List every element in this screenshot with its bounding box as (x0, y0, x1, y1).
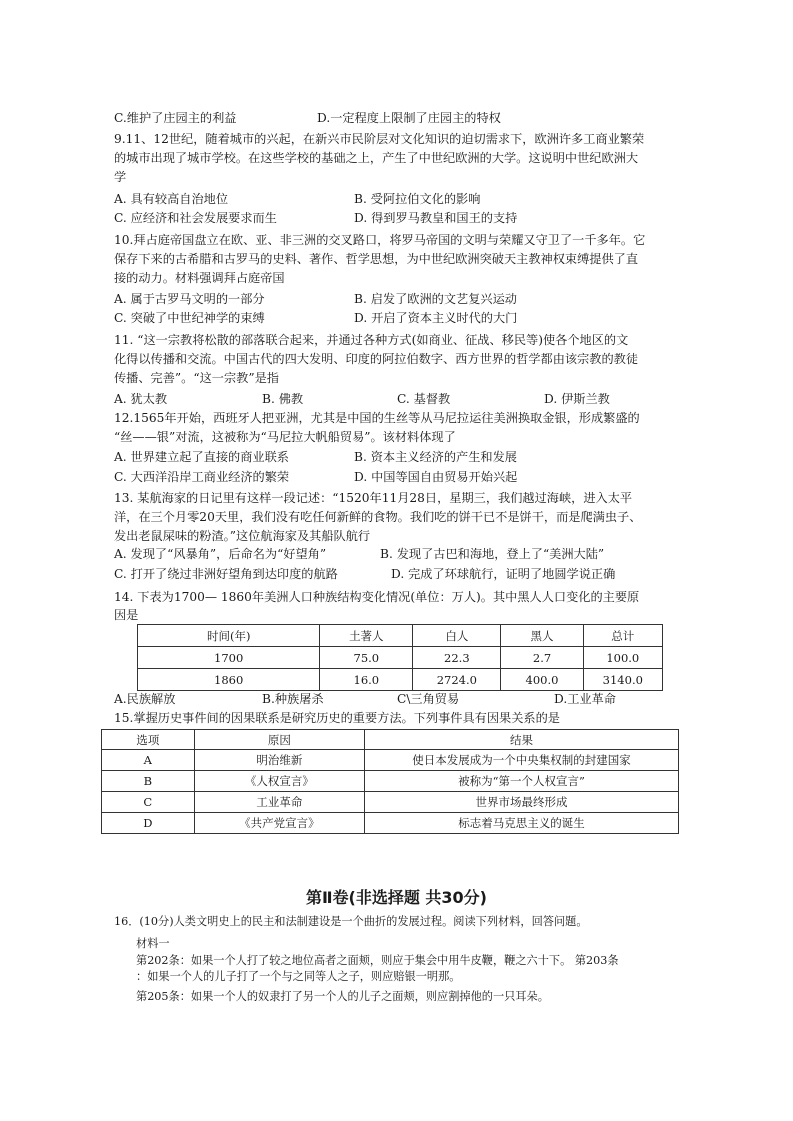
q15-stem: 15.掌握历史事件间的因果联系是研究历史的重要方法。下列事件具有因果关系的是 (114, 711, 560, 725)
table-cell: 世界市场最终形成 (365, 792, 679, 813)
q13-option-a: A. 发现了“风暴角”，后命名为“好望角” (114, 547, 327, 561)
q14-header-native: 土著人 (320, 625, 413, 647)
q11-stem-line1: 11. “这一宗教将松散的部落联合起来，并通过各种方式(如商业、征战、移民等)使各个地区的文 (114, 333, 629, 347)
table-cell: B (102, 771, 195, 792)
table-cell: 22.3 (413, 647, 501, 669)
table-row (102, 771, 679, 792)
table-cell: 400.0 (501, 669, 583, 691)
q10-option-c: C. 突破了中世纪神学的束缚 (114, 311, 265, 325)
q10-option-a: A. 属于古罗马文明的一部分 (114, 292, 265, 306)
q14-option-a: A.民族解放 (114, 692, 176, 706)
table-cell: 2724.0 (413, 669, 501, 691)
table-cell: 1700 (138, 647, 320, 669)
q11-stem-line3: 传播、完善”。“这一宗教”是指 (114, 371, 279, 385)
section-2-title: 第Ⅱ卷(非选择题 共30分) (305, 888, 487, 907)
q14-header-white: 白人 (413, 625, 501, 647)
q14-option-d: D.工业革命 (554, 692, 616, 706)
q14-option-b: B.种族屠杀 (262, 692, 324, 706)
q11-option-c: C. 基督教 (397, 392, 451, 406)
q14-header-year: 时间(年) (138, 625, 320, 647)
table-row (102, 813, 679, 834)
q13-stem-line3: 发出老鼠屎味的粉渣。”这位航海家及其船队航行 (114, 529, 371, 543)
q9-stem-line1: 9.11、12世纪，随着城市的兴起，在新兴市民阶层对文化知识的迫切需求下，欧洲许多工商业繁荣 (114, 132, 645, 146)
q13-stem-line2: 洋，在三个月零20天里，我们没有吃任何新鲜的食物。我们吃的饼干已不是饼干，而是爬满虫子、 (114, 510, 642, 524)
q13-option-c: C. 打开了绕过非洲好望角到达印度的航路 (114, 567, 338, 581)
q9-stem-line3: 学 (114, 170, 127, 184)
table-row (138, 647, 663, 669)
q9-option-d: D. 得到罗马教皇和国王的支持 (354, 211, 518, 225)
q13-option-b: B. 发现了古巴和海地，登上了“美洲大陆” (380, 547, 605, 561)
table-cell: C (102, 792, 195, 813)
q12-stem-line2: “丝——银”对流，这被称为“马尼拉大帆船贸易”。该材料体现了 (114, 430, 456, 444)
q14-population-table (137, 624, 663, 691)
q10-option-b: B. 启发了欧洲的文艺复兴运动 (354, 292, 517, 306)
q12-option-a: A. 世界建立起了直接的商业联系 (114, 450, 289, 464)
q16-material-label: 材料一 (136, 937, 170, 950)
table-row (102, 792, 679, 813)
q11-stem-line2: 化得以传播和交流。中国古代的四大发明、印度的阿拉伯数字、西方世界的哲学都由该宗教的教徒 (114, 352, 639, 366)
q16-material-line1: 第202条：如果一个人打了较之地位高者之面颊，则应于集会中用牛皮鞭，鞭之六十下。 第203条 (136, 954, 619, 967)
table-cell: 工业革命 (194, 792, 364, 813)
q16-stem: 16．(10分)人类文明史上的民主和法制建设是一个曲折的发展过程。阅读下列材料，回答问题。 (114, 915, 588, 928)
table-cell: 使日本发展成为一个中央集权制的封建国家 (365, 750, 679, 771)
table-cell: 2.7 (501, 647, 583, 669)
table-cell: A (102, 750, 195, 771)
q13-stem-line1: 13. 某航海家的日记里有这样一段记述：“1520年11月28日，星期三，我们越过海峡，进入太平 (114, 491, 633, 505)
q10-stem-line1: 10.拜占庭帝国盘立在欧、亚、非三洲的交叉路口，将罗马帝国的文明与荣耀又守卫了一千多年。它 (114, 233, 646, 247)
q9-option-a: A. 具有较高自治地位 (114, 192, 229, 206)
q14-stem-line2: 因是 (114, 608, 139, 622)
table-cell: 100.0 (583, 647, 662, 669)
q16-material-line3: 第205条：如果一个人的奴隶打了另一个人的儿子之面颊，则应割掉他的一只耳朵。 (136, 990, 549, 1003)
table-cell: 被称为“第一个人权宣言” (365, 771, 679, 792)
q16-material-line2: ：如果一个人的儿子打了一个与之同等人之子，则应赔银一明那。 (136, 970, 461, 983)
q9-stem-line2: 的城市出现了城市学校。在这些学校的基础之上，产生了中世纪欧洲的大学。这说明中世纪欧洲大 (114, 151, 639, 165)
q11-option-b: B. 佛教 (262, 392, 304, 406)
q15-causality-table (101, 729, 679, 834)
table-cell: 16.0 (320, 669, 413, 691)
table-cell: 3140.0 (583, 669, 662, 691)
q15-header-result: 结果 (365, 730, 679, 750)
table-cell: 《共产党宣言》 (194, 813, 364, 834)
q15-header-option: 选项 (102, 730, 195, 750)
q12-option-d: D. 中国等国自由贸易开始兴起 (354, 470, 518, 484)
q10-stem-line3: 接的动力。材料强调拜占庭帝国 (114, 271, 285, 285)
q12-option-b: B. 资本主义经济的产生和发展 (354, 450, 517, 464)
q11-option-a: A. 犹太教 (114, 392, 168, 406)
q14-header-black: 黑人 (501, 625, 583, 647)
q14-header-total: 总计 (583, 625, 662, 647)
table-cell: D (102, 813, 195, 834)
q12-stem-line1: 12.1565年开始，西班牙人把亚洲，尤其是中国的生丝等从马尼拉运往美洲换取金银，形成繁盛的 (114, 411, 640, 425)
table-cell: 标志着马克思主义的诞生 (365, 813, 679, 834)
q10-stem-line2: 保存下来的古希腊和古罗马的史料、著作、哲学思想，为中世纪欧洲突破天主教神权束缚提供了直 (114, 252, 639, 266)
table-cell: 75.0 (320, 647, 413, 669)
q13-option-d: D. 完成了环球航行，证明了地圆学说正确 (391, 567, 616, 581)
q8-option-c: C.维护了庄园主的利益 (114, 111, 237, 125)
table-cell: 《人权宣言》 (194, 771, 364, 792)
q9-option-b: B. 受阿拉伯文化的影响 (354, 192, 481, 206)
q14-option-c: C\三角贸易 (397, 692, 460, 706)
table-cell: 1860 (138, 669, 320, 691)
q11-option-d: D. 伊斯兰教 (544, 392, 610, 406)
q12-option-c: C. 大西洋沿岸工商业经济的繁荣 (114, 470, 290, 484)
table-row (138, 669, 663, 691)
table-cell: 明治维新 (194, 750, 364, 771)
q9-option-c: C. 应经济和社会发展要求而生 (114, 211, 277, 225)
q10-option-d: D. 开启了资本主义时代的大门 (354, 311, 518, 325)
table-row (102, 750, 679, 771)
q8-option-d: D.一定程度上限制了庄园主的特权 (317, 111, 501, 125)
q14-stem-line1: 14. 下表为1700— 1860年美洲人口种族结构变化情况(单位：万人)。其中黑人人口变化的主要原 (114, 590, 640, 604)
q15-header-cause: 原因 (194, 730, 364, 750)
